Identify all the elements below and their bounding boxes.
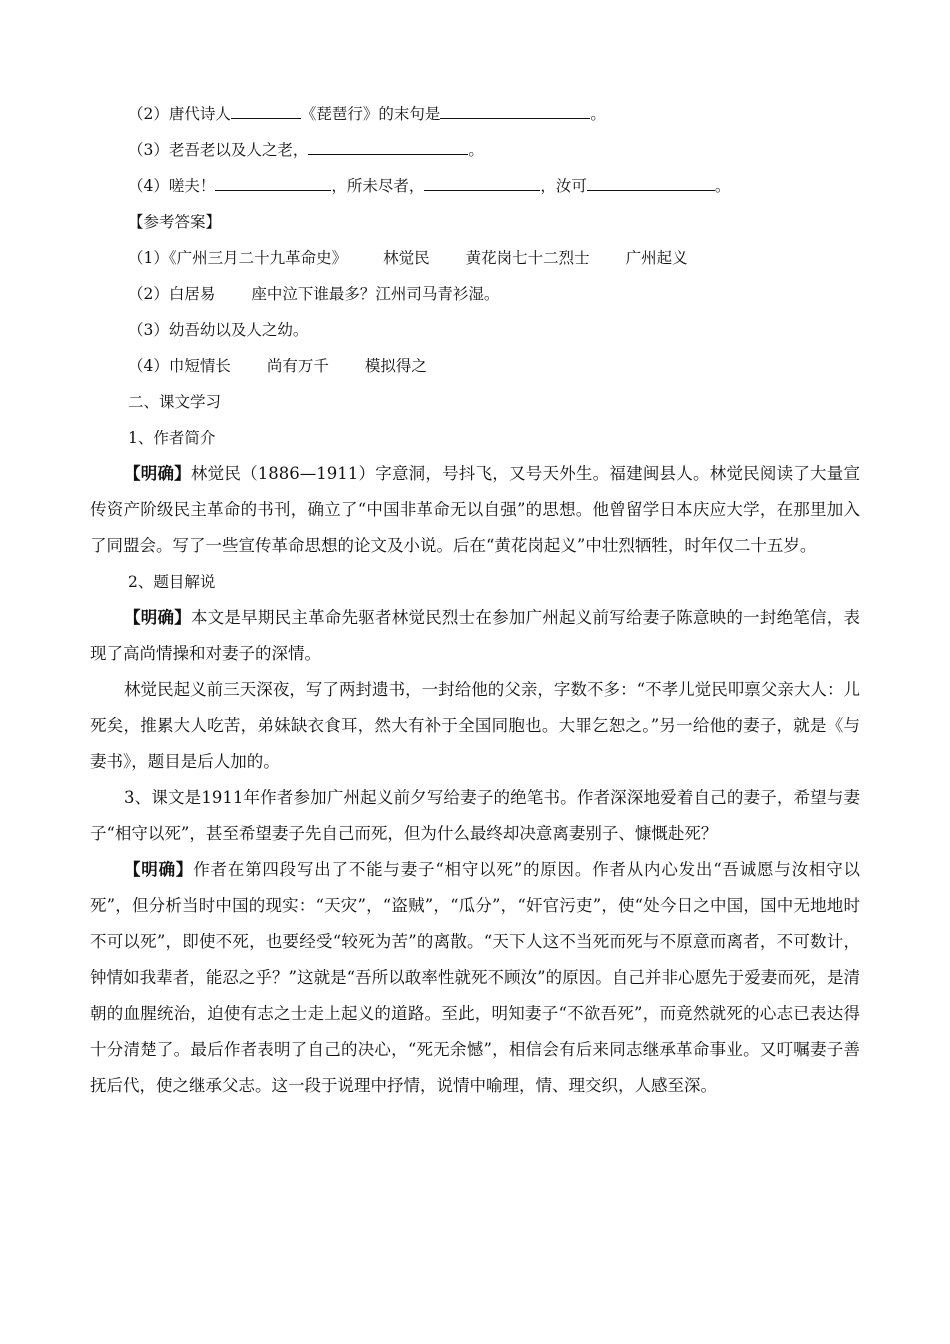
answer-2-item: 座中泣下谁最多？江州司马青衫湿。 xyxy=(251,285,500,303)
clarify-label: 【明确】 xyxy=(124,608,191,627)
question-4-text-b: ，所未尽者， xyxy=(331,177,425,195)
subsection-heading: 1、作者简介 xyxy=(128,429,216,447)
punctuation: 。 xyxy=(590,105,606,123)
answer-blank xyxy=(215,174,331,191)
paragraph-title-explain xyxy=(90,600,860,672)
paragraph-text: 本文是早期民主革命先驱者林觉民烈士在参加广州起义前写给妻子陈意映的一封绝笔信，表现了高尚情操和对妻子的深情。 xyxy=(90,608,861,663)
answer-1 xyxy=(90,240,860,276)
answer-1-item: （1）《广州三月二十九革命史》 xyxy=(128,249,348,267)
paragraph-question-3: 3、课文是1911年作者参加广州起义前夕写给妻子的绝笔书。作者深深地爱着自己的妻子，希望与妻子“相守以死”，甚至希望妻子先自己而死，但为什么最终却决意离妻别子、慷慨赴死？ xyxy=(90,788,860,843)
answer-1-item: 林觉民 xyxy=(383,249,430,267)
answer-4 xyxy=(90,348,860,384)
question-3-text: （3）老吾老以及人之老， xyxy=(128,141,309,159)
clarify-label: 【明确】 xyxy=(124,860,194,879)
question-4-text-a: （4）嗟夫！ xyxy=(128,177,216,195)
clarify-label: 【明确】 xyxy=(124,464,191,483)
answer-3-item: （3）幼吾幼以及人之幼。 xyxy=(128,321,309,339)
answer-3 xyxy=(90,312,860,348)
paragraph-letters: 林觉民起义前三天深夜，写了两封遗书，一封给他的父亲，字数不多：“不孝儿觉民叩禀父亲大人：儿死矣，推累大人吃苦，弟妹缺衣食耳，然大有补于全国同胞也。大罪乞恕之。”另一给他的妻子，就是《与妻书》，题目是后人加的。 xyxy=(90,680,860,771)
answers-heading: 【参考答案】 xyxy=(128,213,222,231)
punctuation: 。 xyxy=(468,141,484,159)
paragraph-author-intro xyxy=(90,456,860,564)
answer-blank xyxy=(440,102,590,119)
punctuation: 。 xyxy=(714,177,731,195)
answer-2 xyxy=(90,276,860,312)
answer-4-item: 模拟得之 xyxy=(364,357,427,375)
paragraph-text: 作者在第四段写出了不能与妻子“相守以死”的原因。作者从内心发出“吾诚愿与汝相守以死”，但分析当时中国的现实：“天灾”，“盗贼”，“瓜分”，“奸官污吏”，使“处今日之中国，国中无地地时不可以死”，即使不死，也要经受“较死为苦”的离散。“天下人这不当死而死与不原意而离者，不可数计，钟情如我辈者，能忍之乎？”这就是“吾所以敢率性就死不顾汝”的原因。自己并非心愿先于爱妻而死，是清朝的血腥统治，迫使有志之士走上起义的道路。至此，明知妻子“不欲吾死”，而竟然就死的心志已表达得十分清楚了。最后作者表明了自己的决心，“死无余憾”，相信会有后来同志继承革命事业。又叮嘱妻子善抚后代，使之继承父志。这一段于说理中抒情，说情中喻理，情、理交织，人感至深。 xyxy=(90,860,861,1095)
answer-blank xyxy=(231,102,301,119)
answer-blank xyxy=(587,174,715,191)
question-2-text-a: （2）唐代诗人 xyxy=(128,105,231,123)
answer-blank xyxy=(308,138,468,155)
section-heading: 二、课文学习 xyxy=(128,393,222,411)
answer-blank xyxy=(424,174,540,191)
question-4 xyxy=(90,168,860,204)
subsection-heading: 2、题目解说 xyxy=(128,573,216,591)
question-2 xyxy=(90,96,860,132)
answer-2-item: （2）白居易 xyxy=(128,285,216,303)
answer-1-item: 广州起义 xyxy=(625,249,688,267)
answer-1-item: 黄花岗七十二烈士 xyxy=(465,249,590,267)
question-4-text-c: ，汝可 xyxy=(540,177,587,195)
answer-4-item: （4）巾短情长 xyxy=(128,357,231,375)
answer-4-item: 尚有万千 xyxy=(266,357,329,375)
paragraph-text: 林觉民（1886—1911）字意洞，号抖飞，又号天外生。福建闽县人。林觉民阅读了大量宣传资产阶级民主革命的书刊，确立了“中国非革命无以自强”的思想。他曾留学日本庆应大学，在那里加入了同盟会。写了一些宣传革命思想的论文及小说。后在“黄花岗起义”中壮烈牺牲，时年仅二十五岁。 xyxy=(90,464,861,555)
document-body xyxy=(90,96,860,1104)
question-2-text-b: 《琵琶行》的末句是 xyxy=(300,105,441,123)
paragraph-answer-3 xyxy=(90,852,860,1104)
question-3 xyxy=(90,132,860,168)
